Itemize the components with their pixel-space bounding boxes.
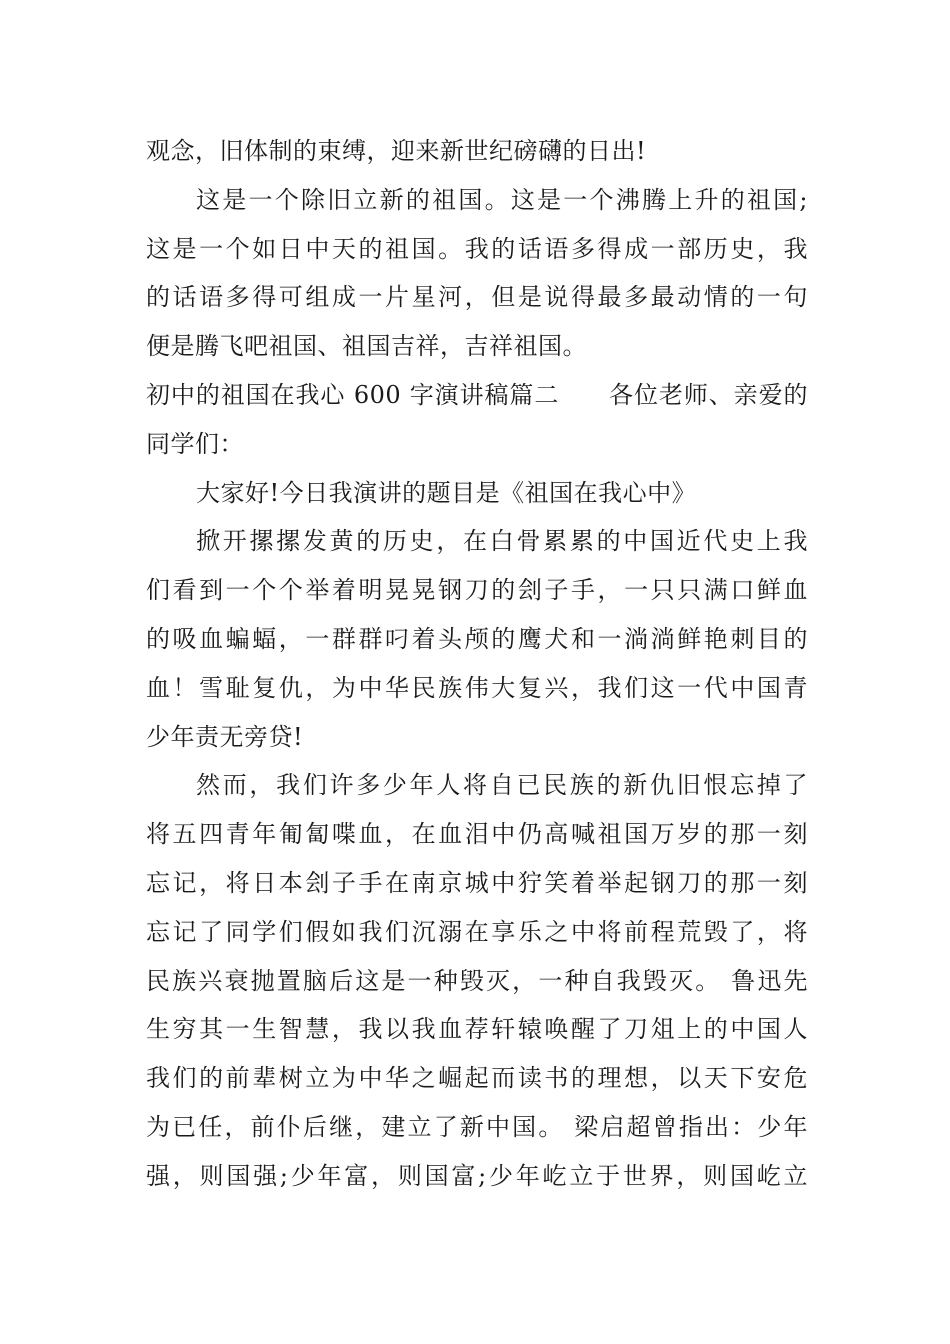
text-line: 大家好!今日我演讲的题目是《祖国在我心中》 (196, 478, 697, 507)
text-line: 生穷其一生智慧，我以我血荐轩辕唤醒了刀俎上的中国人 (146, 1015, 808, 1044)
text-line: 观念，旧体制的束缚，迎来新世纪磅礴的日出! (146, 137, 647, 165)
text-line: 们看到一个个举着明晃晃钢刀的刽子手，一只只满口鲜血 (146, 576, 808, 605)
text-line: 初中的祖国在我心 600 字演讲稿篇二 各位老师、亲爱的 (146, 380, 808, 409)
text-line: 然而，我们许多少年人将自已民族的新仇旧恨忘掉了 (196, 771, 808, 800)
text-line: 忘记，将日本刽子手在南京城中狞笑着举起钢刀的那一刻 (146, 868, 808, 897)
text-line: 这是一个除旧立新的祖国。这是一个沸腾上升的祖国; (196, 185, 808, 214)
text-line: 便是腾飞吧祖国、祖国吉祥，吉祥祖国。 (146, 332, 587, 361)
text-line: 忘记了同学们假如我们沉溺在享乐之中将前程荒毁了，将 (146, 917, 808, 946)
text-line: 强，则国强;少年富，则国富;少年屹立于世界，则国屹立 (146, 1161, 808, 1190)
text-line: 我们的前辈树立为中华之崛起而读书的理想，以天下安危 (146, 1064, 808, 1093)
text-line: 少年责无旁贷! (146, 722, 304, 751)
text-line: 将五四青年匍匐喋血，在血泪中仍高喊祖国万岁的那一刻 (146, 820, 808, 849)
text-line: 掀开摞摞发黄的历史，在白骨累累的中国近代史上我 (196, 527, 808, 556)
body-text (146, 127, 808, 1201)
text-line: 民族兴衰抛置脑后这是一种毁灭，一种自我毁灭。 鲁迅先 (146, 966, 808, 995)
text-line: 这是一个如日中天的祖国。我的话语多得成一部历史，我 (146, 234, 808, 263)
text-line: 的吸血蝙蝠，一群群叼着头颅的鹰犬和一淌淌鲜艳刺目的 (146, 624, 808, 653)
text-line: 同学们： (146, 429, 244, 458)
text-line: 为已任，前仆后继，建立了新中国。 梁启超曾指出：少年 (146, 1112, 808, 1141)
text-line: 血！雪耻复仇，为中华民族伟大复兴，我们这一代中国青 (146, 673, 808, 702)
text-line: 的话语多得可组成一片星河，但是说得最多最动情的一句 (146, 283, 808, 312)
